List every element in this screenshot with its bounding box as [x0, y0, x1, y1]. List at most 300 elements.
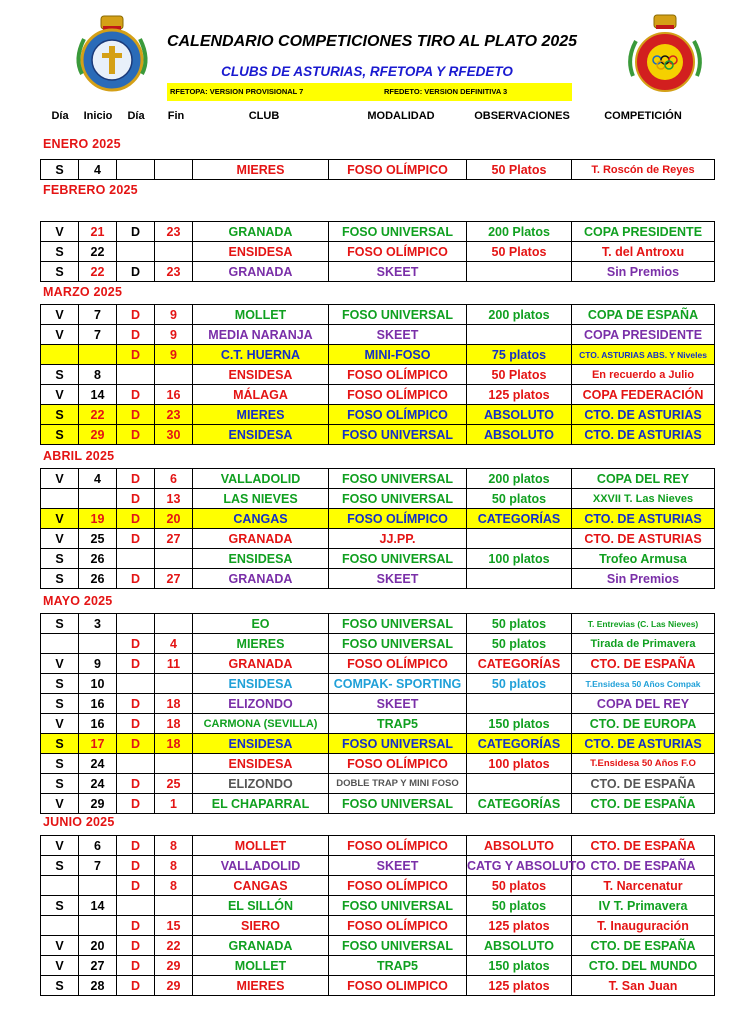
modality-cell: FOSO OLÍMPICO [329, 160, 467, 180]
competition-cell: COPA DEL REY [572, 469, 715, 489]
modality-cell: SKEET [329, 262, 467, 282]
day-start-cell: V [41, 509, 79, 529]
modality-cell: FOSO UNIVERSAL [329, 634, 467, 654]
table-row [41, 489, 715, 509]
end-date-cell: 18 [155, 734, 193, 754]
day-end-cell: D [117, 654, 155, 674]
table-row [41, 856, 715, 876]
start-date-cell: 29 [79, 794, 117, 814]
club-cell: ENSIDESA [193, 549, 329, 569]
day-end-cell: D [117, 876, 155, 896]
end-date-cell: 23 [155, 222, 193, 242]
observations-cell: 150 platos [467, 956, 572, 976]
modality-cell: FOSO OLÍMPICO [329, 876, 467, 896]
club-cell: MIERES [193, 976, 329, 996]
version-rfetopa: RFETOPA: VERSION PROVISIONAL 7 [170, 87, 304, 96]
competition-cell: Sin Premios [572, 262, 715, 282]
observations-cell: 50 Platos [467, 160, 572, 180]
competition-cell: T. del Antroxu [572, 242, 715, 262]
day-start-cell: S [41, 774, 79, 794]
version-banner [167, 83, 572, 101]
observations-cell: ABSOLUTO [467, 405, 572, 425]
start-date-cell: 4 [79, 160, 117, 180]
start-date-cell [79, 634, 117, 654]
observations-cell [467, 774, 572, 794]
day-start-cell: S [41, 896, 79, 916]
day-start-cell: S [41, 734, 79, 754]
club-cell: MOLLET [193, 956, 329, 976]
table-row [41, 754, 715, 774]
column-header-dia-fin: Día [127, 110, 145, 122]
modality-cell: SKEET [329, 856, 467, 876]
competition-cell: CTO. DE ASTURIAS [572, 425, 715, 445]
start-date-cell [79, 489, 117, 509]
end-date-cell: 18 [155, 714, 193, 734]
day-end-cell: D [117, 325, 155, 345]
table-row [41, 325, 715, 345]
observations-cell: ABSOLUTO [467, 936, 572, 956]
end-date-cell: 13 [155, 489, 193, 509]
modality-cell: FOSO UNIVERSAL [329, 794, 467, 814]
day-end-cell: D [117, 305, 155, 325]
start-date-cell: 3 [79, 614, 117, 634]
observations-cell: 50 platos [467, 634, 572, 654]
competition-cell: XXVII T. Las Nieves [572, 489, 715, 509]
day-end-cell: D [117, 262, 155, 282]
modality-cell: SKEET [329, 325, 467, 345]
start-date-cell: 20 [79, 936, 117, 956]
day-end-cell [117, 674, 155, 694]
observations-cell: 50 Platos [467, 365, 572, 385]
modality-cell: FOSO UNIVERSAL [329, 549, 467, 569]
day-end-cell [117, 549, 155, 569]
competition-cell: CTO. DE ESPAÑA [572, 856, 715, 876]
day-start-cell: V [41, 714, 79, 734]
day-start-cell: V [41, 836, 79, 856]
competition-cell: CTO. DE ASTURIAS [572, 405, 715, 425]
table-row [41, 305, 715, 325]
day-end-cell: D [117, 634, 155, 654]
page-subtitle: CLUBS DE ASTURIAS, RFETOPA Y RFEDETO [221, 64, 513, 79]
table-row [41, 569, 715, 589]
table-row [41, 529, 715, 549]
competition-cell: T. Narcenatur [572, 876, 715, 896]
day-end-cell: D [117, 916, 155, 936]
start-date-cell: 27 [79, 956, 117, 976]
day-start-cell: S [41, 405, 79, 425]
start-date-cell: 17 [79, 734, 117, 754]
start-date-cell: 14 [79, 896, 117, 916]
modality-cell: FOSO OLÍMPICO [329, 836, 467, 856]
day-start-cell: V [41, 222, 79, 242]
version-rfedeto: RFEDETO: VERSION DEFINITIVA 3 [384, 87, 508, 96]
day-start-cell: V [41, 325, 79, 345]
competition-cell: T. Roscón de Reyes [572, 160, 715, 180]
month-heading: MARZO 2025 [43, 285, 123, 299]
start-date-cell: 10 [79, 674, 117, 694]
club-cell: MIERES [193, 405, 329, 425]
column-header-modalidad: MODALIDAD [367, 110, 435, 122]
day-start-cell: V [41, 529, 79, 549]
end-date-cell [155, 896, 193, 916]
month-heading: ABRIL 2025 [43, 449, 115, 463]
day-end-cell [117, 242, 155, 262]
day-end-cell [117, 896, 155, 916]
month-table [40, 159, 715, 180]
table-row [41, 222, 715, 242]
end-date-cell: 23 [155, 405, 193, 425]
modality-cell: FOSO OLÍMPICO [329, 654, 467, 674]
table-row [41, 956, 715, 976]
start-date-cell: 4 [79, 469, 117, 489]
month-heading: FEBRERO 2025 [43, 183, 138, 197]
day-end-cell: D [117, 405, 155, 425]
federation-crest-logo [72, 14, 152, 94]
competition-cell: CTO. DE ASTURIAS [572, 529, 715, 549]
club-cell: MIERES [193, 634, 329, 654]
table-row [41, 694, 715, 714]
modality-cell: COMPAK- SPORTING [329, 674, 467, 694]
day-end-cell: D [117, 734, 155, 754]
end-date-cell: 22 [155, 936, 193, 956]
day-start-cell: V [41, 956, 79, 976]
day-start-cell: V [41, 385, 79, 405]
club-cell: LAS NIEVES [193, 489, 329, 509]
competition-cell: CTO. DE ASTURIAS [572, 509, 715, 529]
competition-cell: CTO. ASTURIAS ABS. Y Niveles [572, 345, 715, 365]
end-date-cell: 30 [155, 425, 193, 445]
end-date-cell: 11 [155, 654, 193, 674]
observations-cell: 50 platos [467, 489, 572, 509]
day-end-cell: D [117, 222, 155, 242]
modality-cell: FOSO UNIVERSAL [329, 425, 467, 445]
end-date-cell: 18 [155, 694, 193, 714]
modality-cell: FOSO OLÍMPICO [329, 916, 467, 936]
competition-cell: CTO. DE ESPAÑA [572, 936, 715, 956]
day-start-cell [41, 916, 79, 936]
day-start-cell: S [41, 160, 79, 180]
start-date-cell: 14 [79, 385, 117, 405]
observations-cell: CATEGORÍAS [467, 654, 572, 674]
day-start-cell [41, 634, 79, 654]
club-cell: VALLADOLID [193, 856, 329, 876]
modality-cell: FOSO UNIVERSAL [329, 734, 467, 754]
column-header-dia: Día [51, 110, 69, 122]
club-cell: ENSIDESA [193, 425, 329, 445]
competition-cell: COPA DE ESPAÑA [572, 305, 715, 325]
end-date-cell: 9 [155, 305, 193, 325]
competition-cell: T.Ensidesa 50 Años Compak [572, 674, 715, 694]
start-date-cell: 6 [79, 836, 117, 856]
competition-cell: COPA PRESIDENTE [572, 325, 715, 345]
day-end-cell: D [117, 794, 155, 814]
observations-cell [467, 529, 572, 549]
end-date-cell: 8 [155, 856, 193, 876]
competition-cell: T. Inauguración [572, 916, 715, 936]
competition-cell: IV T. Primavera [572, 896, 715, 916]
club-cell: ENSIDESA [193, 734, 329, 754]
observations-cell [467, 325, 572, 345]
day-end-cell: D [117, 836, 155, 856]
table-row [41, 936, 715, 956]
club-cell: EL CHAPARRAL [193, 794, 329, 814]
table-row [41, 365, 715, 385]
end-date-cell: 6 [155, 469, 193, 489]
observations-cell: CATEGORÍAS [467, 509, 572, 529]
end-date-cell: 4 [155, 634, 193, 654]
club-cell: MEDIA NARANJA [193, 325, 329, 345]
table-row [41, 794, 715, 814]
end-date-cell [155, 242, 193, 262]
table-row [41, 634, 715, 654]
observations-cell [467, 694, 572, 714]
day-start-cell: V [41, 469, 79, 489]
modality-cell: FOSO OLÍMPICO [329, 385, 467, 405]
modality-cell: DOBLE TRAP Y MINI FOSO [329, 774, 467, 794]
day-start-cell: V [41, 654, 79, 674]
column-header-observaciones: OBSERVACIONES [474, 110, 570, 122]
month-table [40, 221, 715, 282]
day-start-cell: S [41, 365, 79, 385]
day-end-cell: D [117, 976, 155, 996]
day-start-cell [41, 876, 79, 896]
club-cell: GRANADA [193, 569, 329, 589]
column-header-club: CLUB [248, 110, 280, 122]
day-end-cell: D [117, 856, 155, 876]
day-end-cell: D [117, 469, 155, 489]
month-heading: JUNIO 2025 [43, 815, 115, 829]
table-row [41, 734, 715, 754]
observations-cell: CATEGORÍAS [467, 794, 572, 814]
observations-cell: 125 platos [467, 385, 572, 405]
observations-cell: 125 platos [467, 916, 572, 936]
table-row [41, 836, 715, 856]
modality-cell: SKEET [329, 569, 467, 589]
observations-cell: 50 platos [467, 896, 572, 916]
day-start-cell: S [41, 674, 79, 694]
club-cell: EL SILLÓN [193, 896, 329, 916]
day-end-cell: D [117, 694, 155, 714]
end-date-cell [155, 674, 193, 694]
competition-cell: Sin Premios [572, 569, 715, 589]
club-cell: CANGAS [193, 509, 329, 529]
table-row [41, 674, 715, 694]
column-header-inicio: Inicio [83, 110, 113, 122]
day-end-cell [117, 614, 155, 634]
table-row [41, 654, 715, 674]
competition-cell: CTO. DE ESPAÑA [572, 836, 715, 856]
observations-cell [467, 569, 572, 589]
observations-cell: 100 platos [467, 754, 572, 774]
club-cell: GRANADA [193, 262, 329, 282]
competition-cell: Tirada de Primavera [572, 634, 715, 654]
start-date-cell [79, 876, 117, 896]
modality-cell: FOSO OLÍMPICO [329, 365, 467, 385]
modality-cell: MINI-FOSO [329, 345, 467, 365]
start-date-cell: 25 [79, 529, 117, 549]
end-date-cell: 27 [155, 529, 193, 549]
table-row [41, 876, 715, 896]
competition-cell: T.Ensidesa 50 Años F.O [572, 754, 715, 774]
observations-cell: 100 platos [467, 549, 572, 569]
table-row [41, 160, 715, 180]
modality-cell: FOSO UNIVERSAL [329, 469, 467, 489]
observations-cell: 125 platos [467, 976, 572, 996]
observations-cell: 200 platos [467, 469, 572, 489]
month-table [40, 468, 715, 589]
competition-cell: Trofeo Armusa [572, 549, 715, 569]
club-cell: ENSIDESA [193, 754, 329, 774]
end-date-cell: 27 [155, 569, 193, 589]
start-date-cell: 7 [79, 305, 117, 325]
club-cell: ELIZONDO [193, 694, 329, 714]
observations-cell: 200 platos [467, 305, 572, 325]
day-end-cell: D [117, 529, 155, 549]
club-cell: ELIZONDO [193, 774, 329, 794]
month-heading: ENERO 2025 [43, 137, 121, 151]
observations-cell: 150 platos [467, 714, 572, 734]
start-date-cell: 19 [79, 509, 117, 529]
competition-cell: COPA FEDERACIÓN [572, 385, 715, 405]
club-cell: EO [193, 614, 329, 634]
start-date-cell: 8 [79, 365, 117, 385]
club-cell: CARMONA (SEVILLA) [193, 714, 329, 734]
day-end-cell: D [117, 569, 155, 589]
day-start-cell: S [41, 976, 79, 996]
competition-cell: CTO. DEL MUNDO [572, 956, 715, 976]
modality-cell: FOSO UNIVERSAL [329, 936, 467, 956]
club-cell: MOLLET [193, 305, 329, 325]
day-end-cell [117, 160, 155, 180]
month-heading: MAYO 2025 [43, 594, 113, 608]
day-end-cell: D [117, 345, 155, 365]
table-row [41, 345, 715, 365]
competition-cell: T. Entrevias (C. Las Nieves) [572, 614, 715, 634]
modality-cell: FOSO OLÍMPICO [329, 754, 467, 774]
modality-cell: FOSO UNIVERSAL [329, 305, 467, 325]
start-date-cell [79, 345, 117, 365]
end-date-cell [155, 754, 193, 774]
observations-cell: CATG Y ABSOLUTO [467, 856, 572, 876]
club-cell: ENSIDESA [193, 365, 329, 385]
end-date-cell: 23 [155, 262, 193, 282]
table-row [41, 425, 715, 445]
observations-cell: 50 Platos [467, 242, 572, 262]
day-end-cell: D [117, 956, 155, 976]
modality-cell: FOSO OLÍMPICO [329, 242, 467, 262]
table-row [41, 509, 715, 529]
day-end-cell: D [117, 489, 155, 509]
day-start-cell: S [41, 549, 79, 569]
table-row [41, 405, 715, 425]
end-date-cell: 9 [155, 345, 193, 365]
column-header-competicion: COMPETICIÓN [604, 110, 682, 122]
table-row [41, 242, 715, 262]
competition-cell: CTO. DE EUROPA [572, 714, 715, 734]
end-date-cell: 9 [155, 325, 193, 345]
table-row [41, 896, 715, 916]
end-date-cell [155, 160, 193, 180]
end-date-cell: 20 [155, 509, 193, 529]
day-start-cell: V [41, 305, 79, 325]
day-end-cell [117, 365, 155, 385]
end-date-cell [155, 549, 193, 569]
observations-cell: ABSOLUTO [467, 425, 572, 445]
club-cell: CANGAS [193, 876, 329, 896]
rfedeto-crest-logo [627, 14, 703, 94]
competition-cell: En recuerdo a Julio [572, 365, 715, 385]
club-cell: SIERO [193, 916, 329, 936]
observations-cell: ABSOLUTO [467, 836, 572, 856]
competition-cell: CTO. DE ASTURIAS [572, 734, 715, 754]
column-header-fin: Fin [167, 110, 185, 122]
day-end-cell: D [117, 425, 155, 445]
table-row [41, 469, 715, 489]
club-cell: C.T. HUERNA [193, 345, 329, 365]
month-table [40, 613, 715, 814]
start-date-cell: 22 [79, 262, 117, 282]
modality-cell: SKEET [329, 694, 467, 714]
end-date-cell: 15 [155, 916, 193, 936]
day-end-cell: D [117, 714, 155, 734]
day-start-cell: S [41, 856, 79, 876]
end-date-cell: 16 [155, 385, 193, 405]
club-cell: ENSIDESA [193, 674, 329, 694]
day-start-cell: S [41, 262, 79, 282]
club-cell: GRANADA [193, 529, 329, 549]
end-date-cell [155, 614, 193, 634]
competition-cell: CTO. DE ESPAÑA [572, 774, 715, 794]
club-cell: ENSIDESA [193, 242, 329, 262]
start-date-cell: 29 [79, 425, 117, 445]
end-date-cell: 29 [155, 956, 193, 976]
competition-cell: CTO. DE ESPAÑA [572, 654, 715, 674]
start-date-cell: 7 [79, 856, 117, 876]
table-row [41, 916, 715, 936]
modality-cell: JJ.PP. [329, 529, 467, 549]
day-start-cell: S [41, 242, 79, 262]
day-start-cell: V [41, 936, 79, 956]
start-date-cell: 9 [79, 654, 117, 674]
start-date-cell: 21 [79, 222, 117, 242]
day-start-cell [41, 345, 79, 365]
club-cell: MOLLET [193, 836, 329, 856]
start-date-cell: 22 [79, 242, 117, 262]
start-date-cell: 24 [79, 754, 117, 774]
start-date-cell: 28 [79, 976, 117, 996]
day-start-cell [41, 489, 79, 509]
club-cell: GRANADA [193, 222, 329, 242]
observations-cell: 50 platos [467, 674, 572, 694]
day-end-cell: D [117, 509, 155, 529]
competition-cell: T. San Juan [572, 976, 715, 996]
observations-cell [467, 262, 572, 282]
observations-cell: 75 platos [467, 345, 572, 365]
end-date-cell: 25 [155, 774, 193, 794]
day-end-cell: D [117, 936, 155, 956]
day-end-cell: D [117, 774, 155, 794]
club-cell: VALLADOLID [193, 469, 329, 489]
end-date-cell: 8 [155, 876, 193, 896]
table-row [41, 976, 715, 996]
day-start-cell: V [41, 794, 79, 814]
modality-cell: TRAP5 [329, 956, 467, 976]
modality-cell: FOSO OLIMPICO [329, 976, 467, 996]
club-cell: GRANADA [193, 654, 329, 674]
day-end-cell [117, 754, 155, 774]
page-title: CALENDARIO COMPETICIONES TIRO AL PLATO 2025 [166, 33, 578, 50]
observations-cell: 50 platos [467, 614, 572, 634]
